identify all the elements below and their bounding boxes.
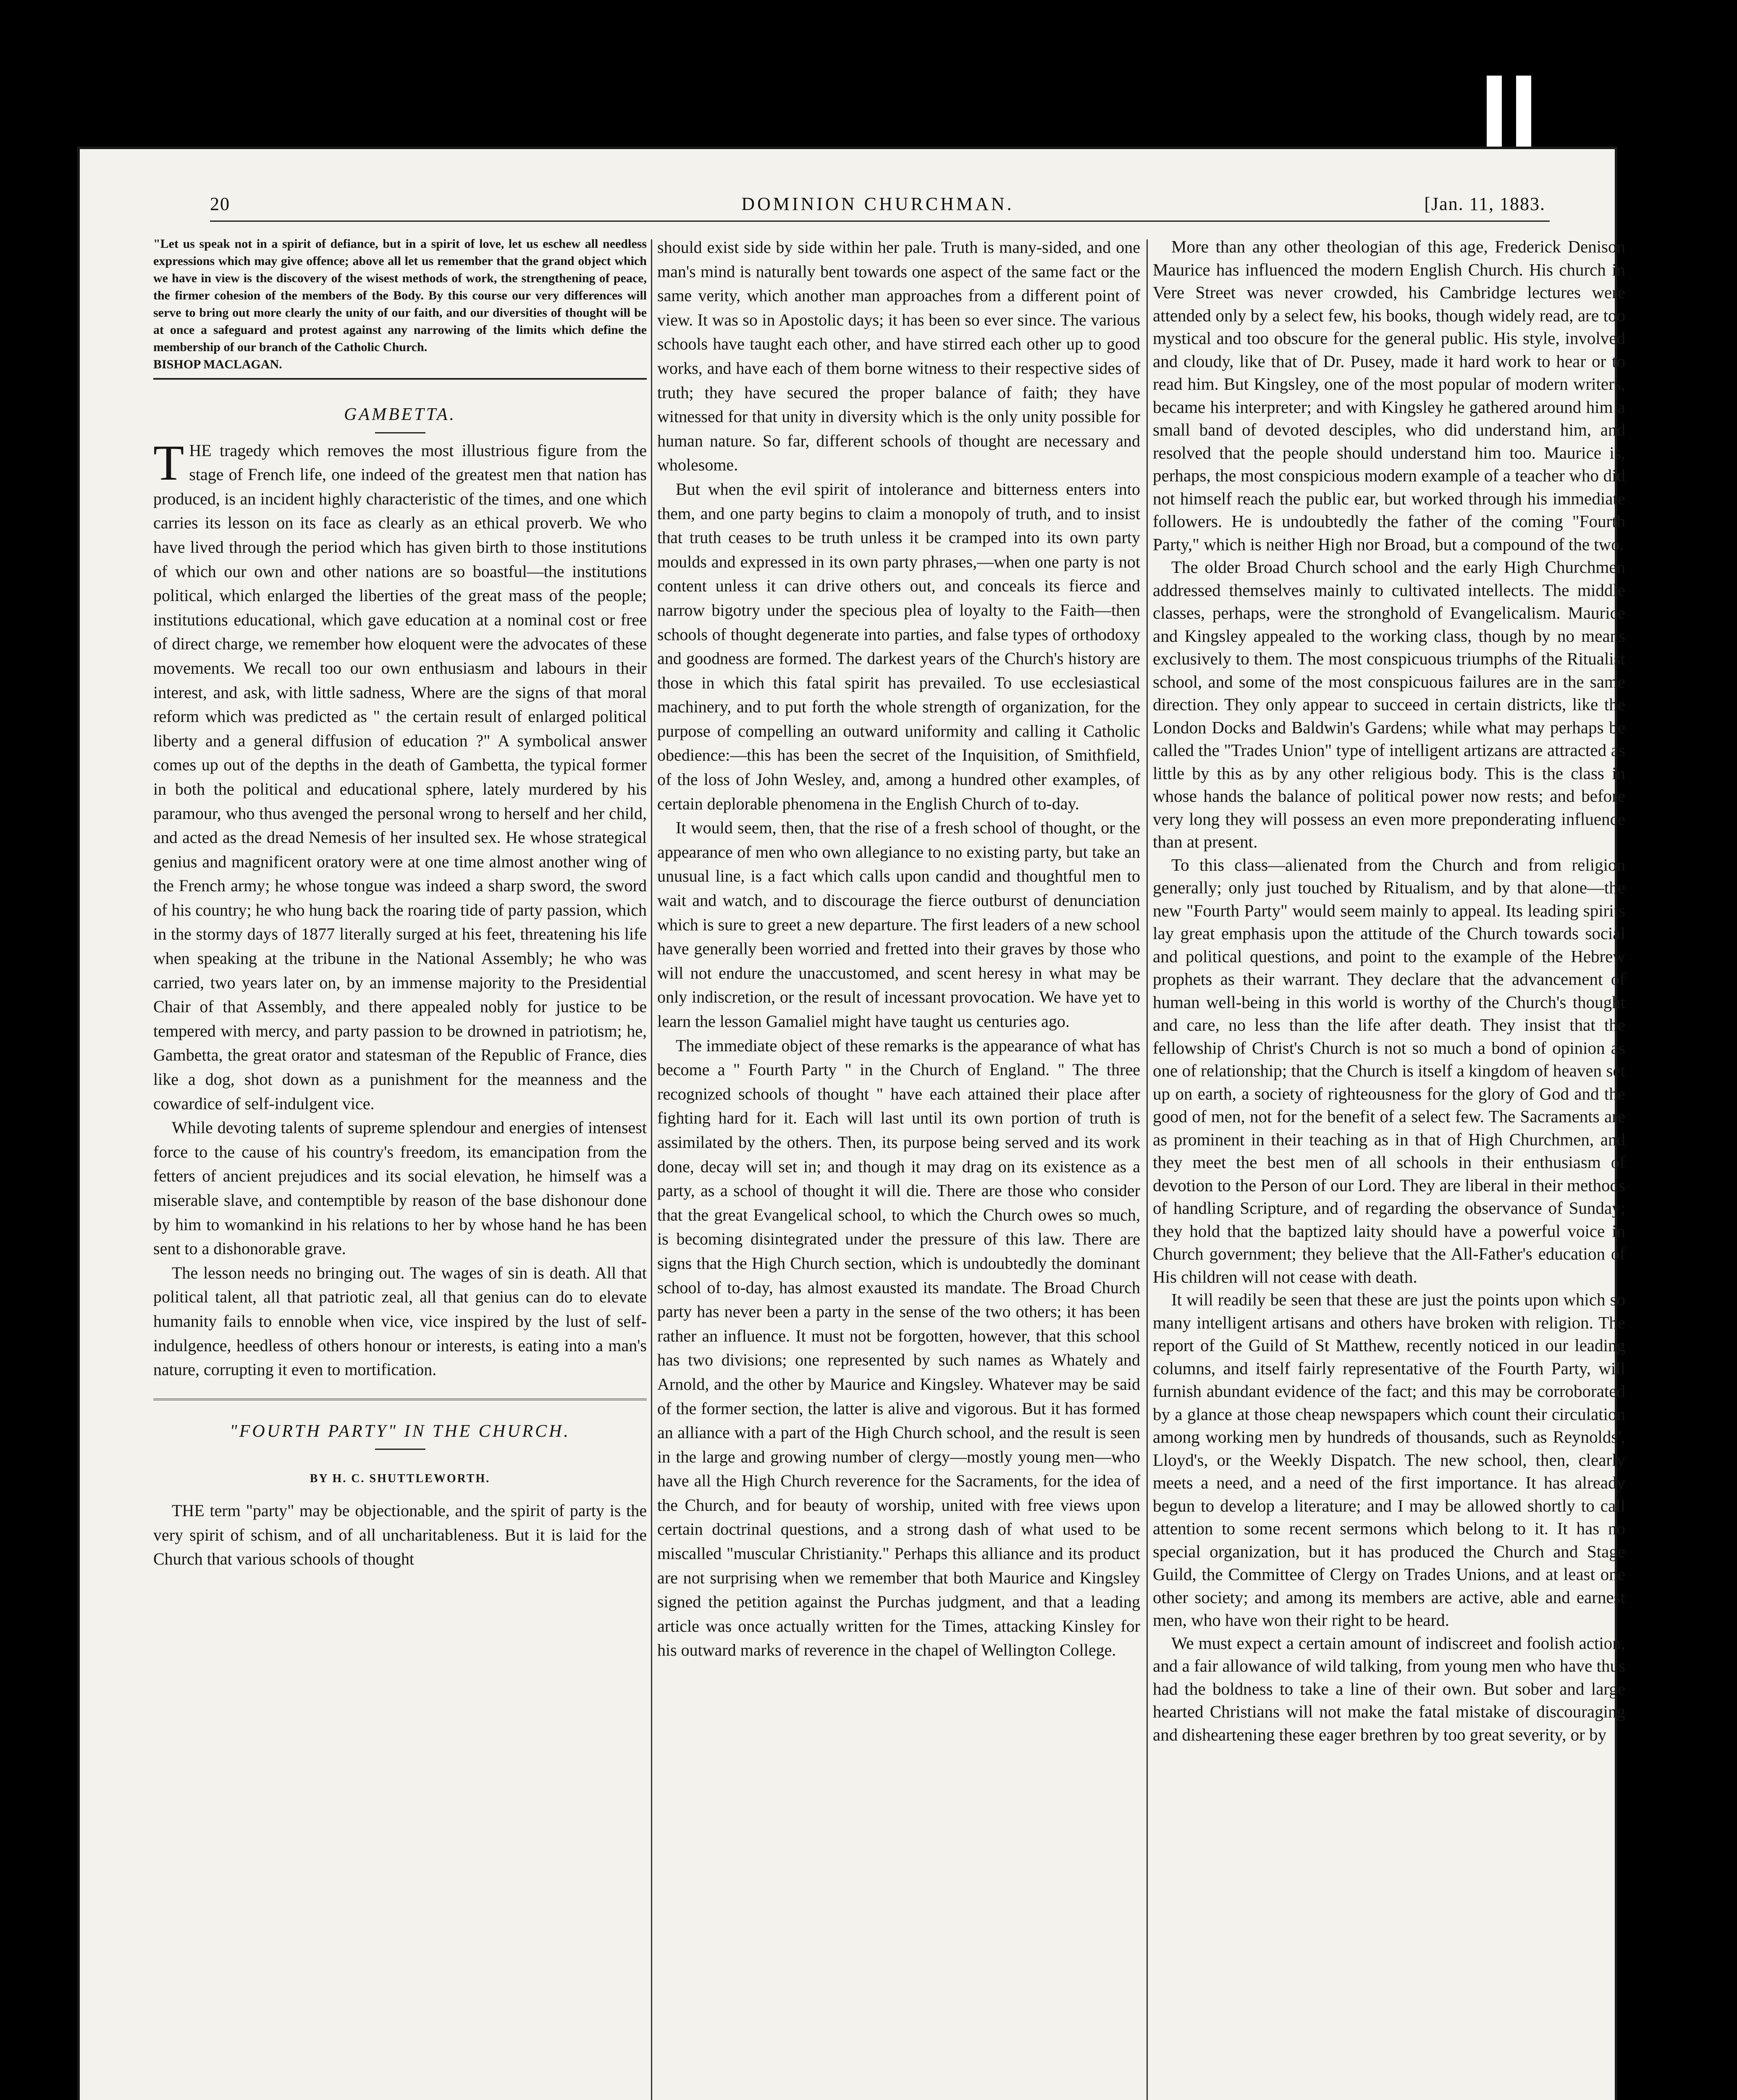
gambetta-heading: GAMBETTA. (344, 405, 457, 424)
column-3 (1153, 235, 1625, 1746)
article-paragraph: To this class—alienated from the Church and from religion generally; only just touched by Ritualism, and by that alone—the new "Fourth Party" would seem mainly to appeal. Its leading spirits lay great emphasis upon the attitude of the Church towards social and political questions, and point to the example of the Hebrew prophets as their warrant. They declare that the advancement of human well-being in this world is worthy of the Church's thought and care, no less than the life after death. They insist that the fellowship of Christ's Church is not so much a bond of opinion as one of relationship; that the Church is itself a kingdom of heaven set up on earth, a society of righteousness for the glory of God and the good of men, not for the benefit of a select few. The Sacraments are as prominent in their teaching as in that of High Churchmen, and they meet the best men of all schools in their enthusiasm of devotion to the Person of our Lord. They are liberal in their methods of handling Scripture, and of regarding the observance of Sunday; they hold that the baptized laity should have a powerful voice in Church government; they believe that the All-Father's education of His children will not cease with death. (1153, 855, 1625, 1286)
article-paragraph: should exist side by side within her pale. Truth is many-sided, and one man's mind is naturally bent towards one aspect of the same fact or the same verity, which another man approaches from a different point of view. It was so in Apostolic days; it has been so ever since. The various schools have taught each other, and have stirred each other up to good works, and have each of them borne witness to their respective sides of truth; they have secured the proper balance of faith; they have witnessed for that unity in diversity which is the only unity possible for human nature. So far, different schools of thought are necessary and wholesome. (657, 238, 1140, 475)
gambetta-text: HE tragedy which removes the most illustrious figure from the stage of French life, one indeed of the greatest men that nation has produced, is an incident highly characteristic of the times, and one which carries its lesson on its face as clearly as an ethical proverb. We who have lived through the period which has given birth to those institutions of which our own and other nations are so boastful—the institutions political, which enlarged the liberties of the great mass of the people; institutions educational, which gave education at a nominal cost or free of direct charge, we remember how eloquent were the advocates of these movements. We recall too our own enthusiasm and labours in their interest, and ask, with little sadness, Where are the signs of that moral reform which was predicted as " the certain result of enlarged political liberty and a general diffusion of education ?" A symbolical answer comes up out of the depths in the death of Gambetta, the typical former in both the political and educational sphere, lately murdered by his paramour, who thus avenged the personal wrong to herself and her child, and acted as the dread Nemesis of her insulted sex. He whose strategical genius and magnificent oratory were at one time almost another wing of the French army; he whose tongue was indeed a sharp sword, the sword of his country; he who hung back the roaring tide of party passion, which in the stormy days of 1877 literally surged at his feet, threatening his life when speaking at the tribune in the National Assembly; he who was carried, two years later on, by an immense majority to the Presidential Chair of that Assembly, and there appealed nobly for justice to be tempered with mercy, and party passion to be drowned in patriotism; he, Gambetta, the great orator and statesman of the Republic of France, dies like a dog, shot down as a punishment for the meanness and the cowardice of self-indulgent vice. (153, 441, 647, 1113)
article-paragraph: The immediate object of these remarks is the appearance of what has become a " Fourth Party " in the Church of England. " The three recognized schools of thought " have each attained their place after fighting hard for it. Each will last until its own portion of truth is assimilated by the others. Then, its purpose being served and its work done, decay will set in; and though it may drag on its existence as a party, as a school of thought it will die. There are those who consider that the great Evangelical school, to which the Church owes so much, is becoming disintegrated under the pressure of this law. There are signs that the High Church section, which is undoubtedly the dominant school of to-day, has almost exausted its mandate. The Broad Church party has never been a party in the sense of the two others; it has been rather an influence. It must not be forgotten, however, that this school has two divisions; one represented by such names as Whately and Arnold, and the other by Maurice and Kingsley. Whatever may be said of the former section, the latter is alive and vigorous. But it has formed an alliance with a part of the High Church school, and the result is seen in the large and growing number of clergy—mostly young men—who have all the High Church reverence for the Sacraments, for the idea of the Church, and for beauty of worship, united with free views upon certain doctrinal questions, and a strong dash of what used to be miscalled "muscular Christianity." Perhaps this alliance and its product are not surprising when we remember that both Maurice and Kingsley signed the petition against the Purchas judgment, and that a leading article was once actually written for the Times, attacking Kinsley for his outward marks of reverence in the chapel of Wellington College. (657, 1036, 1140, 1660)
article-paragraph: It would seem, then, that the rise of a fresh school of thought, or the appearance of men who own allegiance to no existing party, but take an unusual line, is a fact which calls upon candid and thoughtful men to wait and watch, and to discourage the fierce outburst of denunciation which is sure to greet a new departure. The first leaders of a new school have generally been worried and fretted into their graves by those who will not endure the unaccustomed, and scent heresy in what may be only indiscretion, or the result of incessant provocation. We have yet to learn the lesson Gamaliel might have taught us centuries ago. (657, 818, 1140, 1031)
page-number: 20 (210, 194, 230, 214)
column-divider (651, 239, 652, 2100)
page-header (210, 193, 1545, 223)
article-paragraph: We must expect a certain amount of indiscreet and foolish action, and a fair allowance of wild talking, from young men who have thus had the boldness to take a line of their own. But sober and large hearted Christians will not make the fatal mistake of discouraging and disheartening these eager brethren by too great severity, or by (1153, 1633, 1625, 1744)
column-2 (657, 235, 1140, 1662)
section-rule (153, 378, 647, 380)
gambetta-paragraph: While devoting talents of supreme splendour and energies of intensest force to the cause of his country's freedom, its emancipation from the fetters of ancient prejudices and its social elevation, he himself was a miserable slave, and contemptible by reason of the base dishonour done by him to womankind in his relations to her by whose hand he has been sent to a dishonorable grave. (153, 1118, 647, 1258)
masthead-title: DOMINION CHURCHMAN. (741, 194, 1014, 214)
article-paragraph: It will readily be seen that these are just the points upon which so many intelligent artisans and others have broken with religion. The report of the Guild of St Matthew, recently noticed in our leading columns, and itself fairly representative of the Fourth Party, will furnish abundant evidence of the fact; and this may be corroborated by a glance at those cheap newspapers which count their circulation among working men by hundreds of thousands, such as Reynolds', Lloyd's, or the Weekly Dispatch. The new school, then, clearly meets a need, and a need of the first importance. It has already begun to develop a literature; and I may be allowed shortly to call attention to some recent sermons which belong to it. It has no special organization, but it has produced the Church and Stage Guild, the Committee of Clergy on Trades Unions, and at least one other society; and among its members are active, able and earnest men, who have won their right to be heard. (1153, 1290, 1625, 1630)
epigraph-quote (153, 235, 647, 373)
issue-date: [Jan. 11, 1883. (1424, 194, 1545, 214)
header-rule (210, 220, 1550, 222)
column-1 (153, 235, 647, 1571)
gambetta-paragraph (153, 434, 647, 1116)
fourth-party-heading: "FOURTH PARTY" IN THE CHURCH. (230, 1421, 570, 1441)
byline: BY H. C. SHUTTLEWORTH. (310, 1472, 491, 1486)
short-rule (375, 432, 425, 433)
quote-signature: BISHOP MACLAGAN. (153, 357, 282, 371)
film-mark (1516, 76, 1531, 147)
gambetta-paragraph: The lesson needs no bringing out. The wages of sin is death. All that political talent, all that patriotic zeal, all that genius can do to elevate humanity fails to ennoble when vice, vice inspired by the lust of self-indulgence, heedless of others honour or interests, is eating into a man's nature, corrupting it even to mortification. (153, 1263, 647, 1379)
short-rule (375, 1449, 425, 1450)
drop-cap: T (153, 434, 184, 491)
article-paragraph: The older Broad Church school and the early High Churchmen addressed themselves mainly to cultivated intellects. The middle classes, perhaps, were the stronghold of Evangelicalism. Maurice and Kingsley appealed to the working class, though by no means exclusively to them. The most conspicuous triumphs of the Ritualist school, and some of the most conspicuous failures are in the same direction. They only appear to succeed in certain districts, like the London Docks and Baldwin's Gardens; while what may perhaps be called the "Trades Union" type of intelligent artizans are attracted as little by this as by any other religious body. This is the class in whose hands the balance of political power now rests; and before very long they will possess an even more preponderating influence than at present. (1153, 557, 1625, 851)
quote-text: "Let us speak not in a spirit of defiance, but in a spirit of love, let us eschew all needless expressions which may give offence; above all let us remember that the grand object which we have in view is the discovery of the wisest methods of work, the strengthening of peace, the firmer cohesion of the members of the Body. By this course our very differences will serve to bring out more clearly the unity of our faith, and our diversities of thought will be at once a safeguard and protest against any narrowing of the limits which define the membership of our branch of the Catholic Church. (153, 237, 647, 354)
article-paragraph: But when the evil spirit of intolerance and bitterness enters into them, and one party begins to claim a monopoly of truth, and to insist that truth ceases to be truth unless it be cramped into its own party moulds and expressed in its own party phrases,—when one party is not content unless it can drive others out, and conceals its fierce and narrow bigotry under the specious plea of loyalty to the Faith—then schools of thought degenerate into parties, and false types of orthodoxy and goodness are formed. The darkest years of the Church's history are those in which this fatal spirit has prevailed. To use ecclesiastical machinery, and to put forth the whole strength of organization, for the purpose of compelling an outward uniformity and calling it Catholic obedience:—this has been the secret of the Inquisition, of Smithfield, of the loss of John Wesley, and, among a hundred other examples, of certain deplorable phenomena in the English Church of to-day. (657, 479, 1140, 813)
section-rule (153, 1399, 647, 1403)
fourth-party-paragraph: THE term "party" may be objectionable, and the spirit of party is the very spirit of schism, and of all uncharitableness. But it is laid for the Church that various schools of thought (153, 1501, 647, 1569)
film-mark (1487, 76, 1502, 147)
article-paragraph: More than any other theologian of this age, Frederick Denison Maurice has influenced the modern English Church. His church in Vere Street was never crowded, his Cambridge lectures were attended only by a select few, his books, though widely read, are too mystical and too obscure for the general public. His style, involved and cloudy, like that of Dr. Pusey, made it hard work to hear or to read him. But Kingsley, one of the most popular of modern writers, became his interpreter; and with Kingsley he gathered around him a small band of devoted desciples, who did understand him, and resolved that the people should understand him too. Maurice is, perhaps, the most conspicious modern example of a teacher who did not himself reach the public ear, but worked through his immediate followers. He is undoubtedly the father of the coming "Fourth Party," which is neither High nor Broad, but a compound of the two. (1153, 237, 1625, 554)
newspaper-page (80, 149, 1625, 2100)
column-divider (1147, 239, 1148, 2100)
